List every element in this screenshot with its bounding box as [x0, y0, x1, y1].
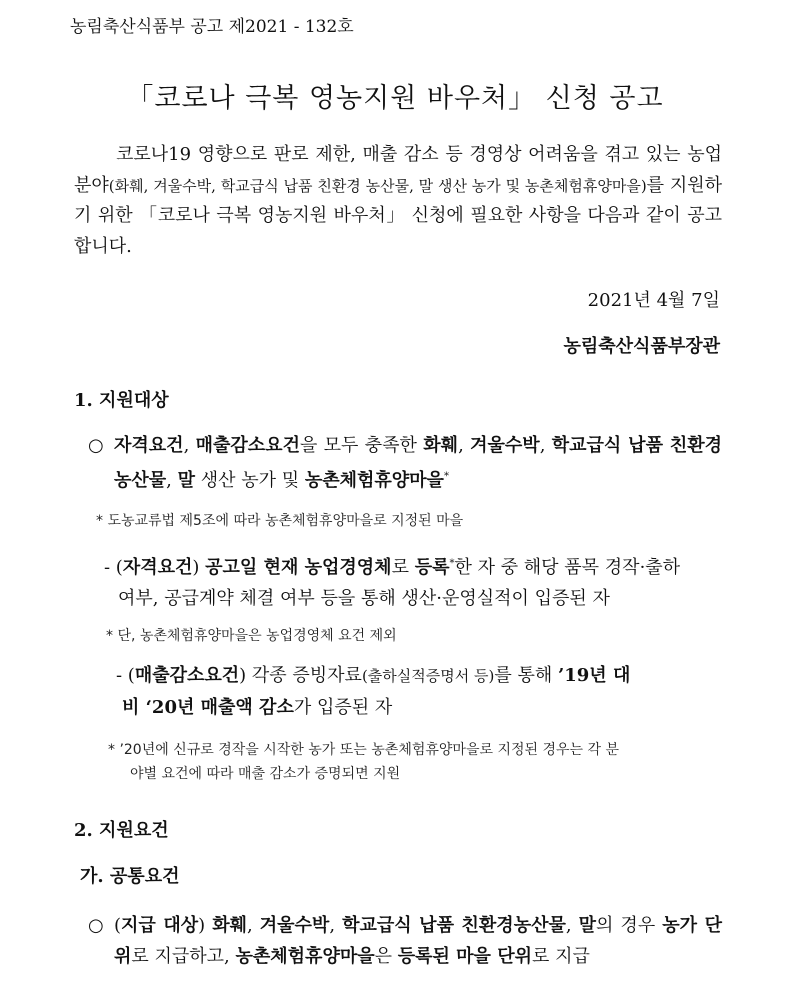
bullet-circle-icon: ○ — [88, 435, 104, 456]
bullet-part: 학교급식 납품 친환경농산물 — [114, 435, 722, 491]
bullet-part: 생산 농가 및 — [195, 470, 305, 491]
dash-part: (출하실적증명서 등) — [361, 667, 495, 685]
section-2-bullet-text — [114, 910, 722, 972]
dash-part: 공고일 현재 농업경영체 — [205, 557, 392, 578]
dash-part: ) 각종 증빙자료 — [239, 665, 362, 686]
section-1-bullet — [88, 430, 722, 496]
bullet-part: 겨울수박 — [470, 435, 540, 456]
dash-part: ’19년 대 — [557, 665, 631, 686]
bullet-part: 말 — [578, 915, 597, 936]
bullet-part: ) — [198, 915, 213, 936]
bullet-part: 지급 대상 — [121, 915, 199, 936]
dash-part: 등록 — [414, 557, 450, 578]
bullet-part: , — [329, 915, 343, 936]
dash-part: 가 입증된 자 — [293, 697, 393, 718]
bullet-part: 을 모두 충족한 — [299, 435, 424, 456]
bullet-part: , — [247, 915, 260, 936]
bullet-part: 자격요건 — [114, 435, 184, 456]
footnote-1: * 도농교류법 제5조에 따라 농촌체험휴양마을로 지정된 마을 — [96, 513, 464, 529]
bullet-part: 화훼 — [423, 435, 459, 456]
qualification-requirement — [104, 548, 722, 614]
bullet-circle-icon: ○ — [88, 915, 104, 936]
bullet-part: 화훼 — [212, 915, 247, 936]
section-2-bullet — [88, 910, 722, 972]
section-2-subheading: 가. 공통요건 — [80, 866, 180, 887]
footnote-2: * 단, 농촌체험휴양마을은 농업경영체 요건 제외 — [106, 628, 397, 644]
sales-decrease-requirement — [116, 660, 722, 723]
bullet-part: , — [458, 435, 471, 456]
footnote-3-line-2: 야별 요건에 따라 매출 감소가 증명되면 지원 — [130, 766, 401, 782]
bullet-part: , — [166, 470, 178, 491]
dash-part: 로 — [391, 557, 415, 578]
document-number: 농림축산식품부 공고 제2021 - 132호 — [70, 17, 354, 37]
bullet-part: 의 경우 — [596, 915, 663, 936]
announcement-date: 2021년 4월 7일 — [587, 290, 720, 311]
bullet-part: , — [539, 435, 552, 456]
bullet-part: 학교급식 납품 친환경농산물 — [342, 915, 566, 936]
bullet-part: 로 지급 — [531, 946, 590, 967]
dash-part: 한 자 중 해당 품목 경작·출하 — [454, 557, 681, 578]
bullet-part: 겨울수박 — [259, 915, 330, 936]
intro-paragraph — [74, 140, 722, 262]
section-2-heading: 2. 지원요건 — [74, 820, 169, 841]
bullet-part: 로 지급하고, — [131, 946, 236, 967]
footnote-marker: * — [449, 558, 455, 569]
footnote-3-line-1: * ’20년에 신규로 경작을 시작한 농가 또는 농촌체험휴양마을로 지정된 경우는 각 분 — [108, 742, 619, 758]
footnote-3 — [108, 738, 720, 786]
bullet-part: 농가 단위 — [114, 915, 722, 967]
footnote-marker: * — [443, 471, 449, 482]
bullet-part: , — [565, 915, 579, 936]
dash-part: - ( — [116, 665, 135, 686]
intro-text-1: 코로나19 영향으로 판로 제한, 매출 감소 등 경영상 어려움을 겪고 있는 농업 분야 — [74, 144, 722, 196]
section-1-bullet-text — [114, 430, 722, 496]
dash-part: - ( — [104, 557, 123, 578]
bullet-part: 농촌체험휴양마을 — [304, 470, 444, 491]
document-title: 「코로나 극복 영농지원 바우처」 신청 공고 — [126, 83, 664, 114]
bullet-part: 말 — [177, 470, 196, 491]
bullet-part: 은 — [374, 946, 398, 967]
dash-continuation: 여부, 공급계약 체결 여부 등을 통해 생산·운영실적이 입증된 자 — [118, 588, 610, 609]
bullet-part: 매출감소요건 — [195, 435, 300, 456]
bullet-part: 등록된 마을 단위 — [397, 946, 532, 967]
dash-part: 비 ‘20년 매출액 감소 — [122, 697, 294, 718]
section-1-heading: 1. 지원대상 — [74, 390, 169, 411]
bullet-part: , — [183, 435, 196, 456]
dash-part: 매출감소요건 — [134, 665, 240, 686]
dash-part: ) — [192, 557, 206, 578]
dash-part: 를 통해 — [494, 665, 558, 686]
bullet-part: ( — [114, 915, 122, 936]
intro-text-3: 를 지원하기 위한 「코로나 극복 영농지원 바우처」 신청에 필요한 사항을 다음과 같이 공고합니다. — [74, 174, 722, 257]
signer: 농림축산식품부장관 — [563, 336, 720, 357]
dash-part: 자격요건 — [122, 557, 193, 578]
bullet-part: 농촌체험휴양마을 — [235, 946, 375, 967]
intro-text-2: (화훼, 겨울수박, 학교급식 납품 친환경 농산물, 말 생산 농가 및 농촌체험휴양마을) — [108, 176, 647, 195]
